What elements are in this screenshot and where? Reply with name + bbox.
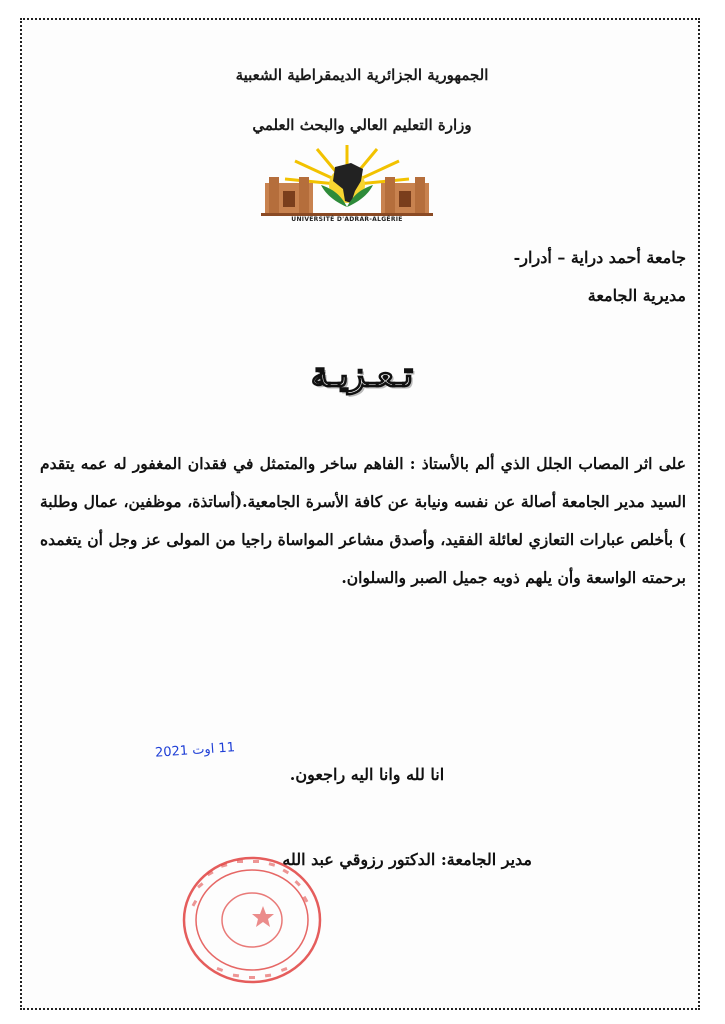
document-page xyxy=(20,18,700,1010)
date-stamp: 11 اوت 2021 xyxy=(154,740,236,761)
official-seal-icon xyxy=(177,850,327,990)
signature-line: مدير الجامعة: الدكتور رزوقي عبد الله xyxy=(282,850,532,869)
document-title: تـعـزيـة xyxy=(310,355,414,395)
republic-heading: الجمهورية الجزائرية الديمقراطية الشعبية xyxy=(235,66,489,84)
university-name: جامعة أحمد دراية – أدرار- xyxy=(513,248,686,267)
condolence-body: على اثر المصاب الجلل الذي ألم بالأستاذ : الفاهم ساخر والمتمثل في فقدان المغفور له عمه يتقدم السيد مدير الجامعة أصالة عن نفسه ونيابة عن كافة الأسرة الجامعية.(أساتذة، موظفين، عمال وطلبة ) بأخلص عبارات التعازي لعائلة الفقيد، وأصدق مشاعر المواساة راجيا من المولى عز وجل أن يتغمده برحمته الواسعة وأن يلهم ذويه جميل الصبر والسلوان. xyxy=(40,454,686,587)
university-department: مديرية الجامعة xyxy=(587,286,686,305)
ministry-heading: وزارة التعليم العالي والبحث العلمي xyxy=(252,116,472,134)
logo-caption: UNIVERSITÉ D'ADRAR-ALGÉRIE xyxy=(291,216,403,223)
closing-verse: انا لله وانا اليه راجعون. xyxy=(289,765,445,784)
